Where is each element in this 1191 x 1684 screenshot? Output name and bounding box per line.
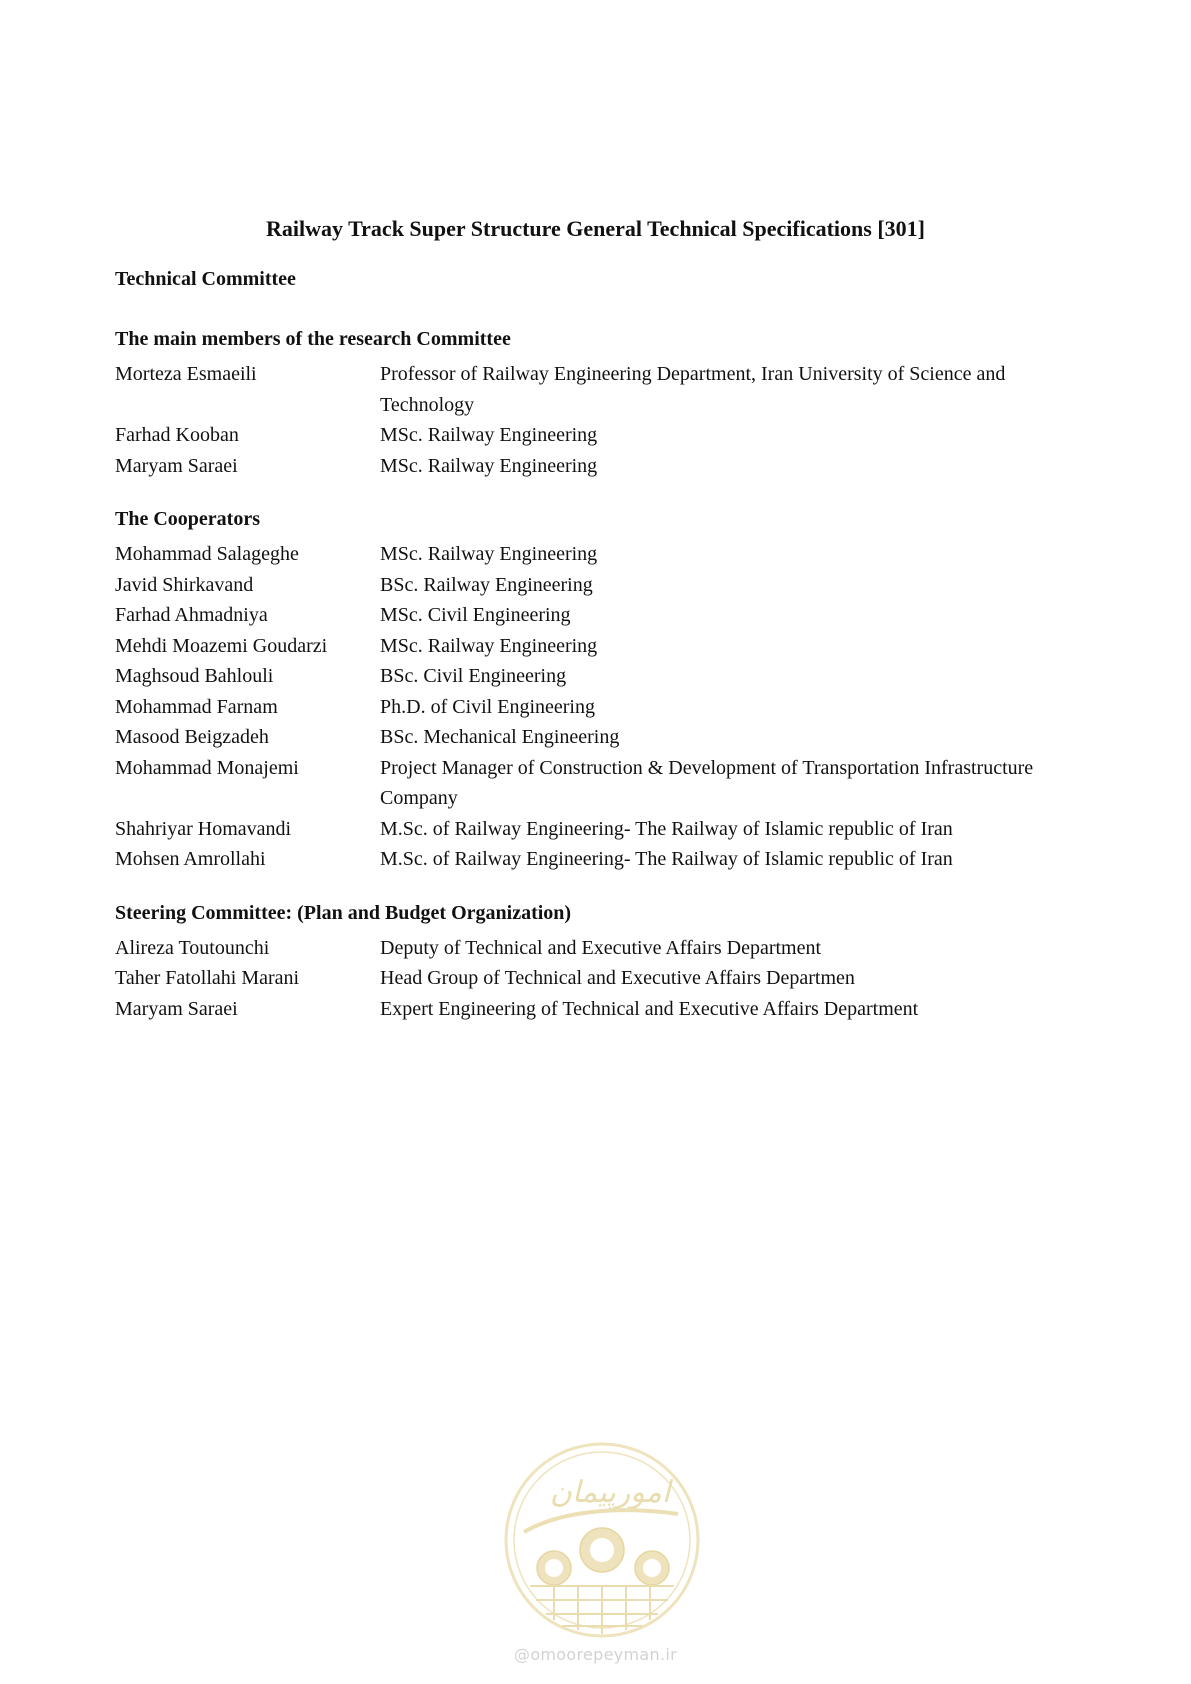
member-role: Project Manager of Construction & Development of Transportation Infrastructure Company <box>380 756 1034 809</box>
member-role: BSc. Railway Engineering <box>380 573 593 596</box>
member-name: Shahriyar Homavandi <box>115 817 292 840</box>
member-row <box>115 451 1045 482</box>
member-row <box>115 420 1045 451</box>
member-role: BSc. Civil Engineering <box>380 665 567 687</box>
member-row <box>115 600 1045 631</box>
members-list-main <box>115 359 1045 481</box>
member-row <box>115 933 1045 964</box>
member-row <box>115 692 1045 723</box>
member-row <box>115 814 1045 845</box>
member-row <box>115 359 1045 420</box>
member-name: Mohammad Farnam <box>115 695 278 718</box>
member-role: MSc. Railway Engineering <box>380 454 598 477</box>
member-row <box>115 661 1045 692</box>
member-name: Maryam Saraei <box>115 454 238 477</box>
member-name: Masood Beigzadeh <box>115 726 269 748</box>
member-name: Mohammad Monajemi <box>115 756 299 779</box>
member-name: Taher Fatollahi Marani <box>115 967 300 989</box>
member-name: Mohammad Salageghe <box>115 543 299 565</box>
member-row <box>115 994 1045 1025</box>
watermark-caption: @omoorepeyman.ir <box>514 1645 677 1664</box>
committee-heading: Technical Committee <box>115 268 296 290</box>
member-name: Maghsoud Bahlouli <box>115 665 274 687</box>
member-role: MSc. Railway Engineering <box>380 634 598 657</box>
member-name: Mehdi Moazemi Goudarzi <box>115 634 328 657</box>
member-row <box>115 844 1045 875</box>
member-name: Mohsen Amrollahi <box>115 848 266 870</box>
member-row <box>115 753 1045 814</box>
member-role: Ph.D. of Civil Engineering <box>380 695 595 718</box>
member-role: Expert Engineering of Technical and Executive Affairs Department <box>380 997 919 1020</box>
member-role: M.Sc. of Railway Engineering- The Railway of Islamic republic of Iran <box>380 848 953 870</box>
member-name: Farhad Kooban <box>115 424 239 446</box>
member-row <box>115 963 1045 994</box>
document-title: Railway Track Super Structure General Technical Specifications [301] <box>266 216 925 241</box>
members-list-cooperators <box>115 539 1045 875</box>
member-row <box>115 539 1045 570</box>
members-list-steering <box>115 933 1045 1025</box>
watermark-seal-icon <box>502 1440 702 1640</box>
section-heading-cooperators: The Cooperators <box>115 508 260 530</box>
member-name: Javid Shirkavand <box>115 573 254 596</box>
member-role: Head Group of Technical and Executive Affairs Departmen <box>380 967 855 989</box>
member-role: MSc. Civil Engineering <box>380 604 571 626</box>
member-name: Alireza Toutounchi <box>115 936 270 959</box>
member-name: Morteza Esmaeili <box>115 363 257 385</box>
member-role: MSc. Railway Engineering <box>380 424 598 446</box>
watermark-logo-text: امورپیمان <box>549 1475 671 1510</box>
member-role: Professor of Railway Engineering Department, Iran University of Science and Technology <box>380 363 1006 416</box>
member-role: MSc. Railway Engineering <box>380 543 598 565</box>
member-role: BSc. Mechanical Engineering <box>380 726 620 748</box>
member-row <box>115 722 1045 753</box>
member-name: Farhad Ahmadniya <box>115 604 268 626</box>
member-name: Maryam Saraei <box>115 997 238 1020</box>
member-role: Deputy of Technical and Executive Affairs Department <box>380 936 822 959</box>
section-heading-main-members: The main members of the research Committee <box>115 328 511 350</box>
member-row <box>115 631 1045 662</box>
member-role: M.Sc. of Railway Engineering- The Railway of Islamic republic of Iran <box>380 817 953 840</box>
section-heading-steering-committee: Steering Committee: (Plan and Budget Organization) <box>115 901 572 924</box>
committee-content <box>115 264 1045 1024</box>
member-row <box>115 570 1045 601</box>
